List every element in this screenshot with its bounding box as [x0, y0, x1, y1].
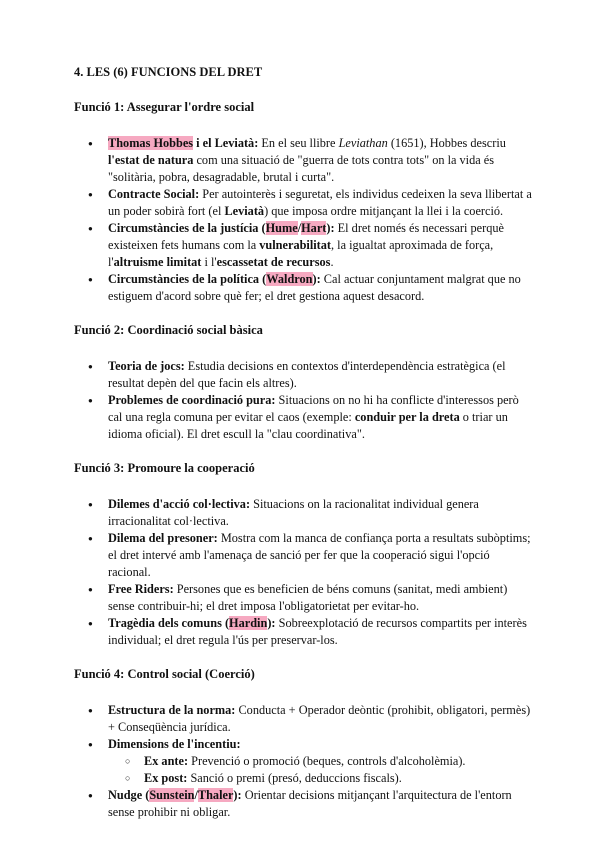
sub-bullet-list: [108, 753, 534, 787]
body-text: Sanció o premi (presó, deduccions fiscals).: [187, 771, 402, 785]
bold-text: Contracte Social:: [108, 187, 200, 201]
list-item: [74, 271, 534, 305]
bold-text: Tragèdia dels comuns (: [108, 616, 230, 630]
bold-text: altruisme limitat: [113, 255, 202, 269]
body-text: o triar un idioma oficial). El dret escull la "clau coordinativa".: [108, 410, 508, 441]
bold-text: Ex post:: [144, 771, 188, 785]
section-heading: Funció 3: Promoure la cooperació: [74, 461, 255, 475]
bold-text: Teoria de jocs:: [108, 359, 185, 373]
body-text: com una situació de "guerra de tots contra tots" on la vida és "solitària, pobra, desagradable, brutal i curta".: [108, 153, 495, 184]
list-item: [74, 496, 534, 530]
body-text: ) que imposa ordre mitjançant la llei i la coerció.: [264, 204, 504, 218]
list-item: [74, 736, 534, 787]
bold-text: Circumstàncies de la política (: [108, 272, 267, 286]
bold-text: Free Riders:: [108, 582, 174, 596]
section-heading: Funció 1: Assegurar l'ordre social: [74, 100, 255, 114]
section-heading: Funció 4: Control social (Coerció): [74, 667, 255, 681]
bold-text: ):: [233, 788, 242, 802]
body-text: Situacions on la racionalitat individual genera irracionalitat col·lectiva.: [108, 497, 479, 528]
list-item: [74, 702, 534, 736]
body-text: El dret només és necessari perquè existeixen fets humans com la: [108, 221, 504, 252]
bold-text: l'estat de natura: [108, 153, 194, 167]
list-item: [74, 135, 534, 186]
list-item: [74, 358, 534, 392]
bullet-list: [74, 702, 534, 821]
bold-text: ):: [312, 272, 321, 286]
sections-container: [74, 99, 534, 821]
body-text: Orientar decisions mitjançant l'arquitectura de l'entorn sense prohibir ni obligar.: [108, 788, 512, 819]
bold-text: Dilemes d'acció col·lectiva:: [108, 497, 251, 511]
list-item: [74, 220, 534, 271]
body-text: Cal actuar conjuntament malgrat que no estiguem d'acord sobre què fer; el dret gestiona aquest desacord.: [108, 272, 521, 303]
section-heading: Funció 2: Coordinació social bàsica: [74, 323, 263, 337]
body-text: , la igualtat aproximada de força, l': [108, 238, 494, 269]
highlighted-text: Hume: [265, 221, 298, 235]
bold-text: Dilema del presoner:: [108, 531, 218, 545]
body-text: Situacions on no hi ha conflicte d'interessos però cal una regla comuna per evitar el caos (exemple:: [108, 393, 519, 424]
body-text: Conducta + Operador deòntic (prohibit, obligatori, permès) + Conseqüència jurídica.: [108, 703, 531, 734]
list-item: [74, 186, 534, 220]
list-item: [74, 392, 534, 443]
bold-text: ):: [326, 221, 335, 235]
body-text: .: [330, 255, 334, 269]
body-text: Estudia decisions en contextos d'interdependència estratègica (el resultat depèn del que facin els altres).: [108, 359, 506, 390]
body-text: i l': [201, 255, 217, 269]
highlighted-text: Hardin: [229, 616, 268, 630]
body-text: Prevenció o promoció (beques, controls d'alcoholèmia).: [188, 754, 466, 768]
highlighted-text: Thomas Hobbes: [108, 136, 194, 150]
bullet-list: [74, 496, 534, 649]
bold-text: /: [297, 221, 302, 235]
bold-text: Leviatà: [224, 204, 265, 218]
bold-text: escassetat de recursos: [216, 255, 331, 269]
highlighted-text: Waldron: [266, 272, 313, 286]
body-text: (1651), Hobbes descriu: [387, 136, 506, 150]
sub-list-item: [144, 753, 534, 770]
list-item: [74, 615, 534, 649]
bold-text: Dimensions de l'incentiu:: [108, 737, 241, 751]
bold-text: Problemes de coordinació pura:: [108, 393, 276, 407]
highlighted-text: Hart: [301, 221, 327, 235]
body-text: Per autointerès i seguretat, els individus cedeixen la seva llibertat a un poder sobirà fort (el: [108, 187, 532, 218]
highlighted-text: Thaler: [197, 788, 234, 802]
italic-text: Leviathan: [338, 136, 388, 150]
list-item: [74, 787, 534, 821]
document-page: [74, 64, 534, 838]
bold-text: i el Leviatà:: [193, 136, 259, 150]
list-item: [74, 530, 534, 581]
bold-text: /: [194, 788, 198, 802]
body-text: Sobreexplotació de recursos compartits per interès individual; el dret regula l'ús per preservar-los.: [108, 616, 527, 647]
body-text: Persones que es beneficien de béns comuns (sanitat, medi ambient) sense contribuir-hi; el dret imposa l'obligatorietat per evitar-ho.: [108, 582, 508, 613]
list-item: [74, 581, 534, 615]
bullet-list: [74, 358, 534, 443]
bold-text: Circumstàncies de la justícia (: [108, 221, 266, 235]
document-title: 4. LES (6) FUNCIONS DEL DRET: [74, 65, 263, 79]
bold-text: ):: [267, 616, 276, 630]
body-text: En el seu llibre: [258, 136, 339, 150]
highlighted-text: Sunstein: [149, 788, 195, 802]
bold-text: conduir per la dreta: [354, 410, 460, 424]
bold-text: vulnerabilitat: [259, 238, 332, 252]
bold-text: Ex ante:: [144, 754, 189, 768]
bold-text: Nudge (: [108, 788, 150, 802]
sub-list-item: [144, 770, 534, 787]
bold-text: Estructura de la norma:: [108, 703, 236, 717]
bullet-list: [74, 135, 534, 305]
body-text: Mostra com la manca de confiança porta a resultats subòptims; el dret intervé amb l'amenaça de sanció per fer que la cooperació sigui l'opció racional.: [108, 531, 531, 579]
